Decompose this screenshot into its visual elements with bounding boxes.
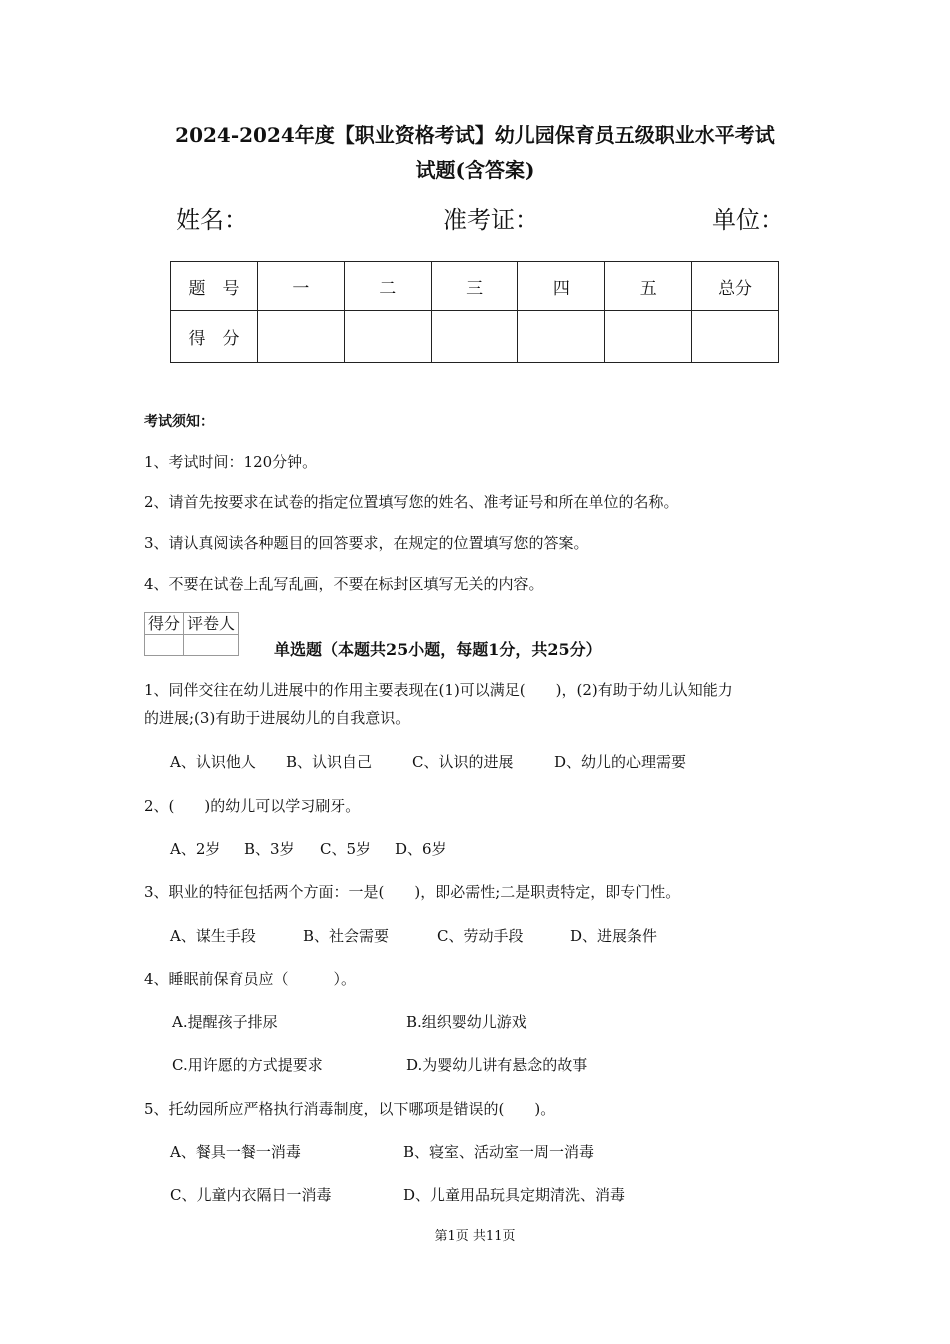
option: B、认识自己 <box>286 753 373 771</box>
notice-item: 3、请认真阅读各种题目的回答要求，在规定的位置填写您的答案。 <box>144 534 589 552</box>
score-cell[interactable] <box>258 311 345 363</box>
notice-item: 1、考试时间：120分钟。 <box>144 453 318 471</box>
score-table <box>170 261 779 363</box>
header-cell: 五 <box>605 262 692 311</box>
unit-label: 单位： <box>712 206 784 234</box>
header-cell: 二 <box>344 262 431 311</box>
score-cell[interactable] <box>344 311 431 363</box>
score-cell[interactable] <box>431 311 518 363</box>
option: D、6岁 <box>395 840 447 858</box>
score-table-header-row <box>171 262 779 311</box>
option: A、认识他人 <box>170 753 256 771</box>
question-stem: 4、睡眠前保育员应（ ）。 <box>144 970 357 988</box>
header-cell: 四 <box>518 262 605 311</box>
grader-reviewer-label: 评卷人 <box>184 613 239 635</box>
option: A、谋生手段 <box>170 927 256 945</box>
question-stem: 的进展;(3)有助于进展幼儿的自我意识。 <box>144 709 411 727</box>
exam-title-line2: 试题(含答案) <box>415 158 535 182</box>
notice-item: 4、不要在试卷上乱写乱画，不要在标封区填写无关的内容。 <box>144 575 544 593</box>
section-title: 单选题（本题共25小题，每题1分，共25分） <box>274 640 602 659</box>
notice-item: 2、请首先按要求在试卷的指定位置填写您的姓名、准考证号和所在单位的名称。 <box>144 493 679 511</box>
grader-score-cell[interactable] <box>145 635 184 656</box>
score-table-score-row <box>171 311 779 363</box>
header-cell: 三 <box>431 262 518 311</box>
option: D、幼儿的心理需要 <box>554 753 687 771</box>
option: B、寝室、活动室一周一消毒 <box>403 1143 595 1161</box>
header-cell: 一 <box>258 262 345 311</box>
ticket-label: 准考证： <box>443 206 539 234</box>
option: C.用许愿的方式提要求 <box>172 1056 323 1074</box>
grader-reviewer-cell[interactable] <box>184 635 239 656</box>
option: C、劳动手段 <box>437 927 524 945</box>
option: D.为婴幼儿讲有悬念的故事 <box>406 1056 588 1074</box>
header-cell: 总分 <box>692 262 779 311</box>
option: D、儿童用品玩具定期清洗、消毒 <box>403 1186 626 1204</box>
option: C、认识的进展 <box>412 753 514 771</box>
grader-box <box>144 612 239 656</box>
question-stem: 5、托幼园所应严格执行消毒制度，以下哪项是错误的( )。 <box>144 1100 556 1118</box>
question-stem: 1、同伴交往在幼儿进展中的作用主要表现在(1)可以满足( )，(2)有助于幼儿认知能力 <box>144 681 733 699</box>
notice-heading: 考试须知： <box>144 414 214 430</box>
question-stem: 3、职业的特征包括两个方面：一是( )，即必需性;二是职责特定，即专门性。 <box>144 883 681 901</box>
option: A.提醒孩子排尿 <box>172 1013 278 1031</box>
score-cell[interactable] <box>518 311 605 363</box>
option: B、社会需要 <box>303 927 390 945</box>
option: B.组织婴幼儿游戏 <box>406 1013 527 1031</box>
option: C、5岁 <box>320 840 372 858</box>
score-label-cell: 得 分 <box>171 311 258 363</box>
exam-title-line1: 2024-2024年度【职业资格考试】幼儿园保育员五级职业水平考试 <box>175 123 775 147</box>
score-cell[interactable] <box>692 311 779 363</box>
question-stem: 2、( )的幼儿可以学习刷牙。 <box>144 797 361 815</box>
score-cell[interactable] <box>605 311 692 363</box>
header-cell: 题 号 <box>171 262 258 311</box>
page-footer: 第1页 共11页 <box>434 1229 516 1244</box>
option: B、3岁 <box>244 840 295 858</box>
option: D、进展条件 <box>570 927 658 945</box>
option: A、2岁 <box>170 840 221 858</box>
option: C、儿童内衣隔日一消毒 <box>170 1186 332 1204</box>
grader-score-label: 得分 <box>145 613 184 635</box>
name-label: 姓名： <box>176 206 248 234</box>
option: A、餐具一餐一消毒 <box>170 1143 301 1161</box>
